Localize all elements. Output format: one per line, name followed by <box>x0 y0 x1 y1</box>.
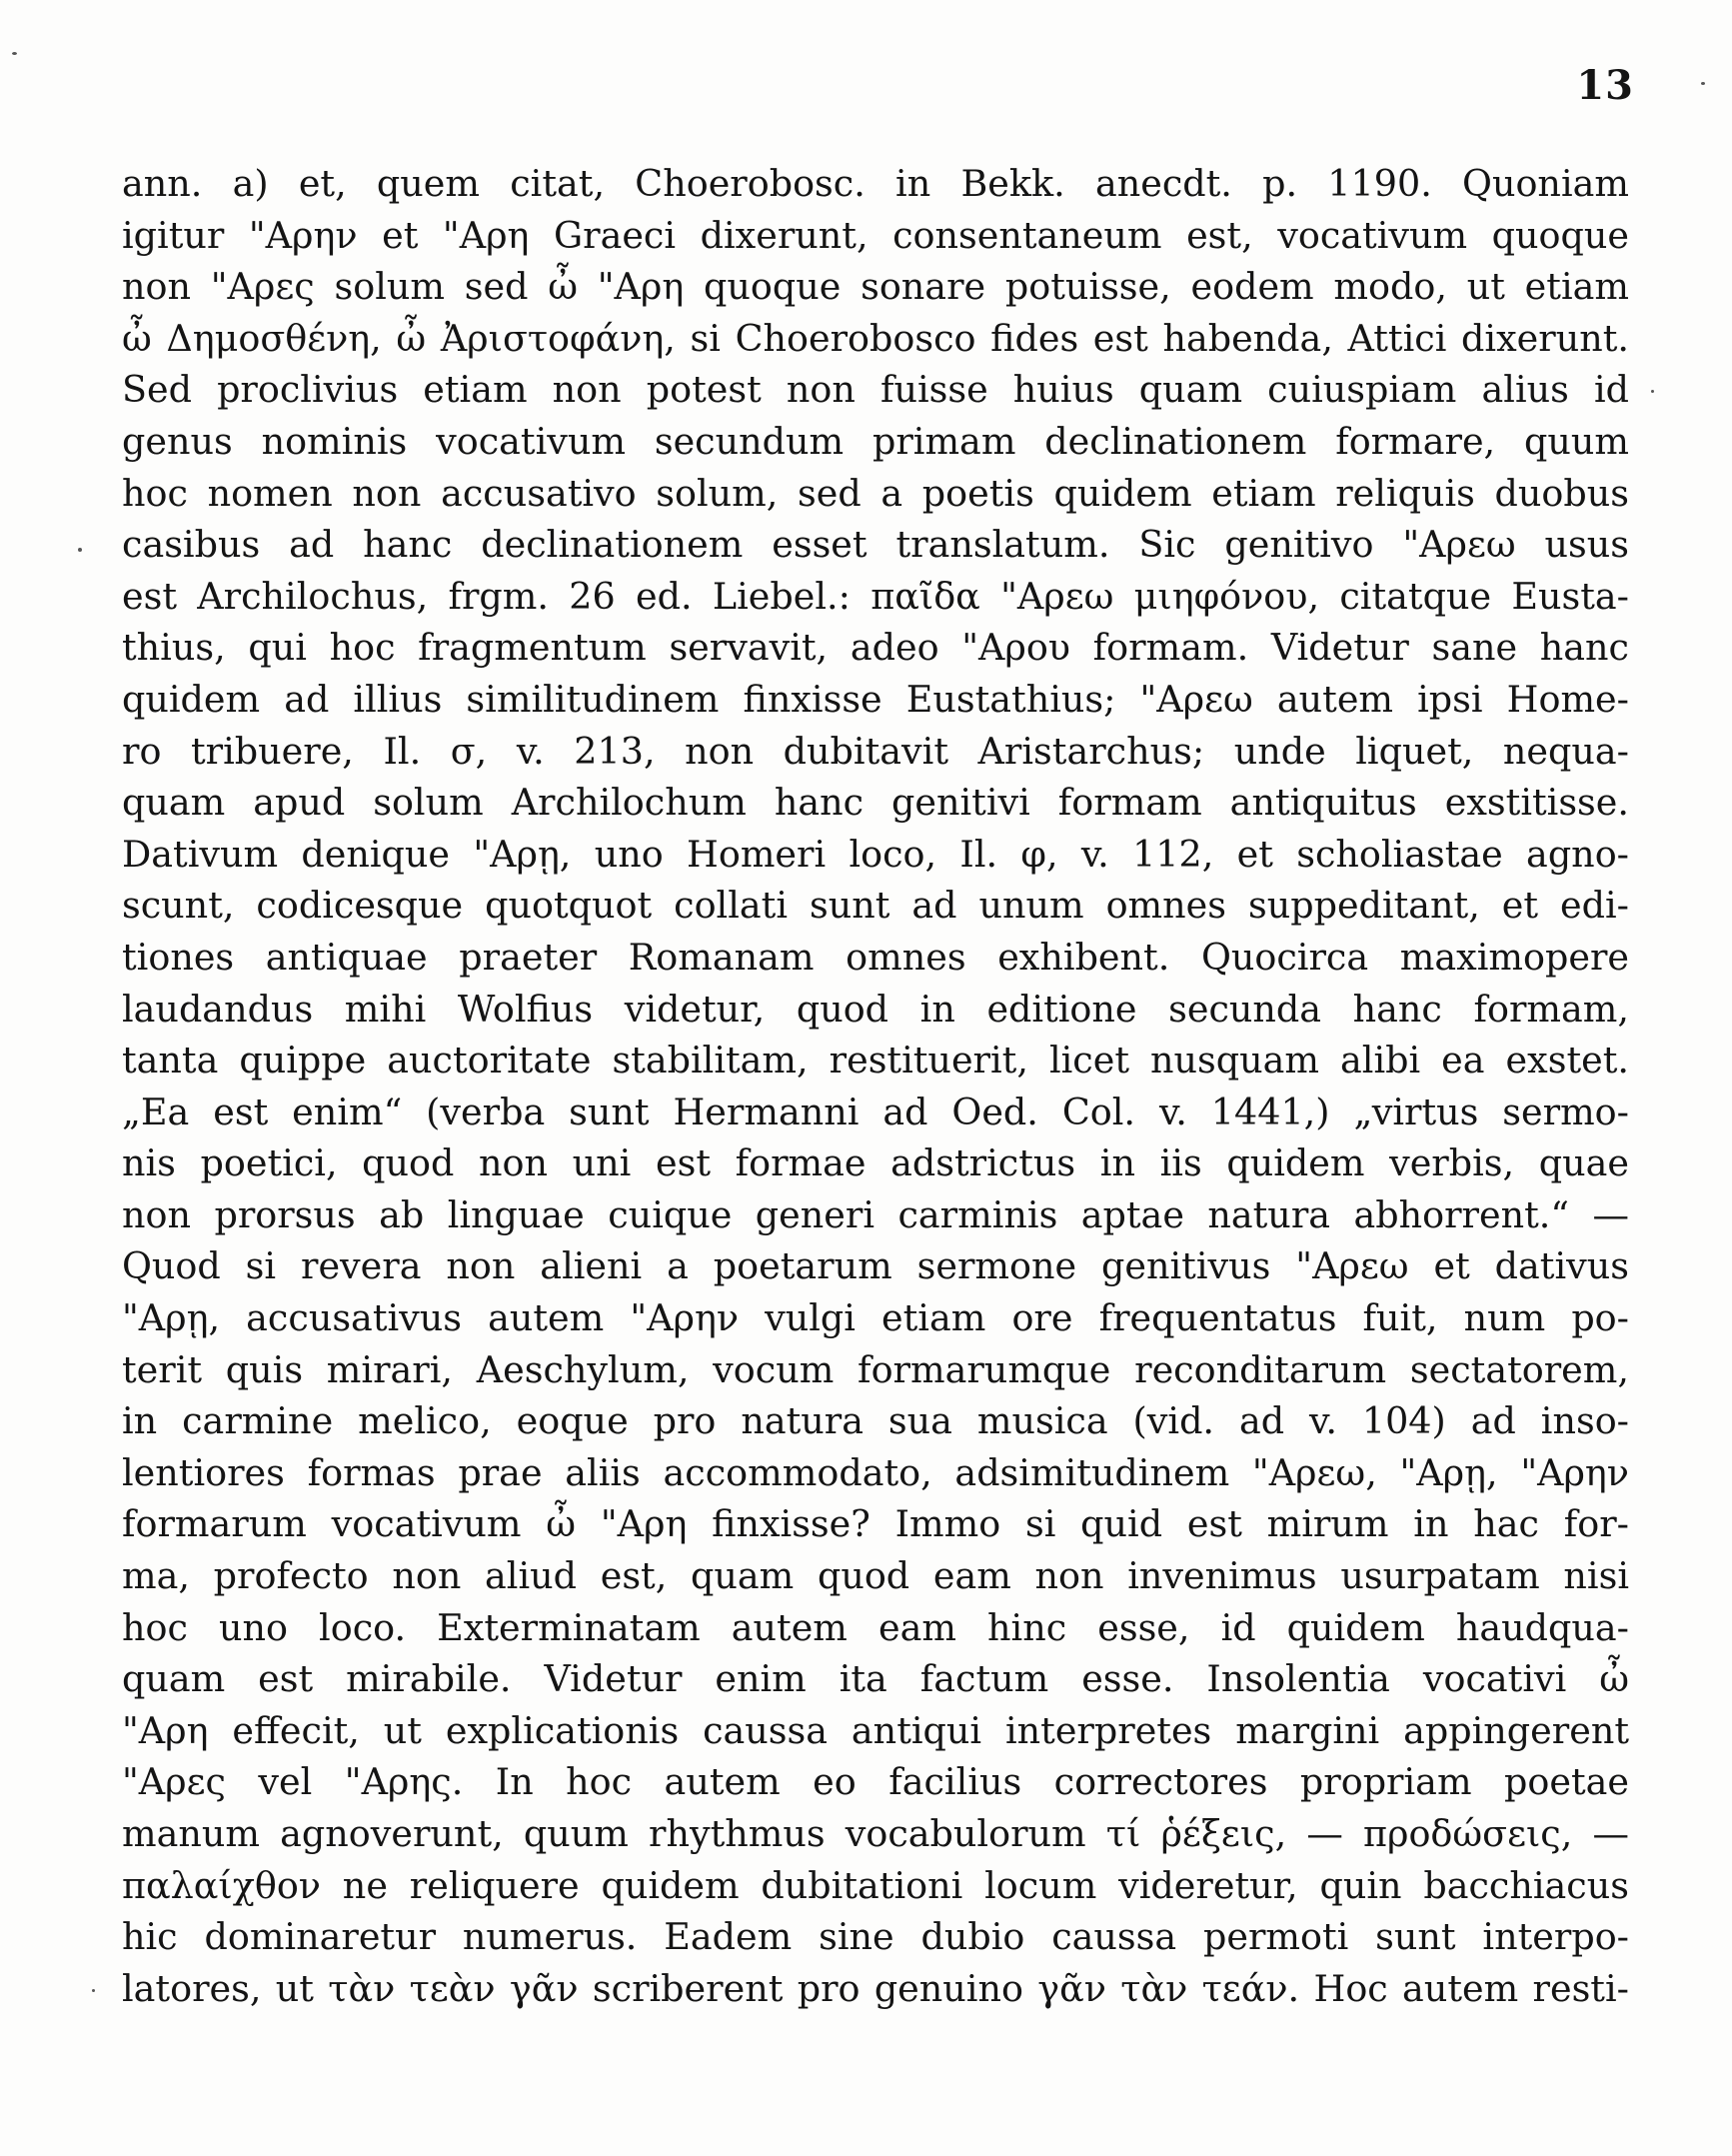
text-line: igitur "Αρην et "Αρη Graeci dixerunt, consentaneum est, vocativum quoque <box>122 213 1629 257</box>
text-line: non "Αρες solum sed ὦ "Αρη quoque sonare potuisse, eodem modo, ut etiam <box>122 265 1629 309</box>
text-line: hoc uno loco. Exterminatam autem eam hinc esse, id quidem haudqua- <box>122 1605 1629 1649</box>
text-line: "Αρες vel "Αρης. In hoc autem eo facilius correctores propriam poetae <box>122 1760 1629 1804</box>
scan-speck <box>1701 82 1705 85</box>
scan-speck <box>92 1989 95 1992</box>
text-line: in carmine melico, eoque pro natura sua musica (vid. ad v. 104) ad inso- <box>122 1399 1629 1443</box>
text-line: Dativum denique "Αρῃ, uno Homeri loco, Il. φ, v. 112, et scholiastae agno- <box>122 832 1629 876</box>
text-line: "Αρῃ, accusativus autem "Αρην vulgi etiam ore frequentatus fuit, num po- <box>122 1296 1629 1340</box>
text-line: ma, profecto non aliud est, quam quod eam non invenimus usurpatam nisi <box>122 1554 1629 1598</box>
scan-speck <box>12 52 17 55</box>
text-line: "Αρη effecit, ut explicationis caussa antiqui interpretes margini appingerent <box>122 1708 1629 1752</box>
text-line: ro tribuere, Il. σ, v. 213, non dubitavit Aristarchus; unde liquet, nequa- <box>122 729 1629 773</box>
text-line: est Archilochus, frgm. 26 ed. Liebel.: παῖδα "Αρεω μιηφόνου, citatque Eusta- <box>122 574 1629 618</box>
text-line: manum agnoverunt, quum rhythmus vocabulorum τί ῥέξεις, — προδώσεις, — <box>122 1812 1629 1855</box>
text-line: Quod si revera non alieni a poetarum sermone genitivus "Αρεω et dativus <box>122 1244 1629 1288</box>
text-line: laudandus mihi Wolfius videtur, quod in editione secunda hanc formam, <box>122 987 1629 1031</box>
text-line: lentiores formas prae aliis accommodato, adsimitudinem "Αρεω, "Αρῃ, "Αρην <box>122 1450 1629 1494</box>
scan-speck <box>78 548 82 552</box>
text-line: ὦ Δημοσθένη, ὦ Ἀριστοφάνη, si Choerobosco fides est habenda, Attici dixerunt. <box>122 316 1629 360</box>
text-line: terit quis mirari, Aeschylum, vocum formarumque reconditarum sectatorem, <box>122 1347 1629 1391</box>
page-number: 13 <box>1576 62 1634 109</box>
text-line: „Ea est enim“ (verba sunt Hermanni ad Oed. Col. v. 1441,) „virtus sermo- <box>122 1089 1629 1133</box>
text-line: formarum vocativum ὦ "Αρη finxisse? Immo si quid est mirum in hac for- <box>122 1502 1629 1546</box>
text-line: quam est mirabile. Videtur enim ita factum esse. Insolentia vocativi ὦ <box>122 1657 1629 1701</box>
text-line: tanta quippe auctoritate stabilitam, restituerit, licet nusquam alibi ea exstet. <box>122 1039 1629 1082</box>
text-line: παλαίχθον ne reliquere quidem dubitationi locum videretur, quin bacchiacus <box>122 1863 1629 1907</box>
text-line: scunt, codicesque quotquot collati sunt ad unum omnes suppeditant, et edi- <box>122 884 1629 928</box>
text-line: quam apud solum Archilochum hanc genitivi formam antiquitus exstitisse. <box>122 781 1629 825</box>
text-line: tiones antiquae praeter Romanam omnes exhibent. Quocirca maximopere <box>122 935 1629 979</box>
text-line: hoc nomen non accusativo solum, sed a poetis quidem etiam reliquis duobus <box>122 471 1629 515</box>
text-line: thius, qui hoc fragmentum servavit, adeo "Αρου formam. Videtur sane hanc <box>122 626 1629 670</box>
text-line: Sed proclivius etiam non potest non fuisse huius quam cuiuspiam alius id <box>122 368 1629 412</box>
scan-speck <box>1651 390 1654 393</box>
text-line: ann. a) et, quem citat, Choerobosc. in Bekk. anecdt. p. 1190. Quoniam <box>122 162 1629 205</box>
text-line: latores, ut τὰν τεὰν γᾶν scriberent pro genuino γᾶν τὰν τεάν. Hoc autem resti- <box>122 1966 1629 2010</box>
text-line: quidem ad illius similitudinem finxisse Eustathius; "Αρεω autem ipsi Home- <box>122 677 1629 721</box>
text-line: genus nominis vocativum secundum primam declinationem formare, quum <box>122 419 1629 463</box>
body-text <box>122 158 1629 2014</box>
text-line: nis poetici, quod non uni est formae adstrictus in iis quidem verbis, quae <box>122 1141 1629 1185</box>
text-line: hic dominaretur numerus. Eadem sine dubio caussa permoti sunt interpo- <box>122 1915 1629 1959</box>
text-line: non prorsus ab linguae cuique generi carminis aptae natura abhorrent.“ — <box>122 1192 1629 1236</box>
text-line: casibus ad hanc declinationem esset translatum. Sic genitivo "Αρεω usus <box>122 523 1629 567</box>
